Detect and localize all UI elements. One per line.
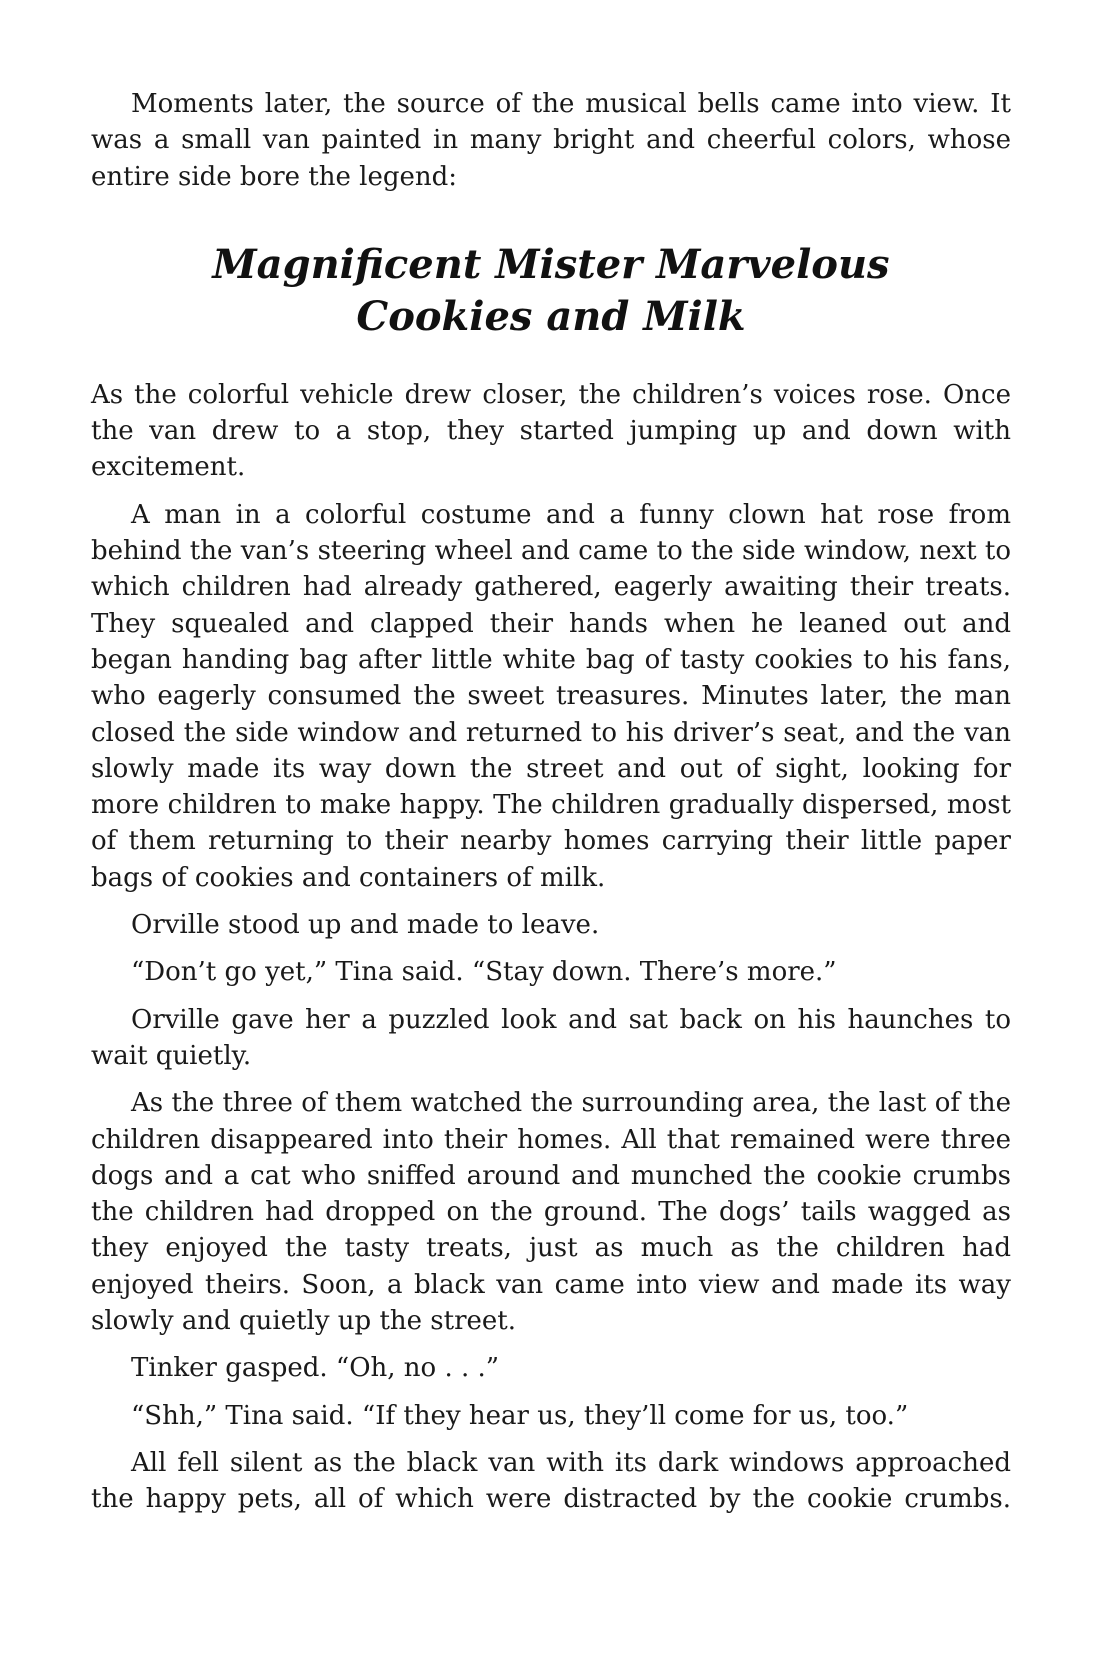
paragraph: Moments later, the source of the musical bells came into view. It was a small van painted in many bright and cheerful colors, whose entire side bore the legend: [91,89,1011,192]
van-legend [91,239,1011,343]
paragraph: Orville gave her a puzzled look and sat back on his haunches to wait quietly. [91,1004,1011,1071]
paragraph: “Don’t go yet,” Tina said. “Stay down. There’s more.” [131,957,837,988]
paragraph: A man in a colorful costume and a funny clown hat rose from behind the van’s steering wheel and came to the side window, next to which children had already gathered, eagerly awaiting their treats. They squealed and clapped their hands when he leaned out and began handing bag after little white bag of tasty cookies to his fans, who eagerly consumed the sweet treasures. Minutes later, the man closed the side window and returned to his driver’s seat, and the van slowly made its way down the street and out of sight, looking for more children to make happy. The children gradually dispersed, most of them returning to their nearby homes carrying their little paper bags of cookies and containers of milk. [91,499,1011,893]
paragraph: As the three of them watched the surrounding area, the last of the children disappeared into their homes. All that remained were three dogs and a cat who sniffed around and munched the cookie crumbs the children had dropped on the ground. The dogs’ tails wagged as they enjoyed the tasty treats, just as much as the children had enjoyed theirs. Soon, a black van came into view and made its way slowly and quietly up the street. [91,1088,1011,1337]
paragraph: Orville stood up and made to leave. [131,910,600,941]
paragraph: As the colorful vehicle drew closer, the children’s voices rose. Once the van drew to a stop, they started jumping up and down with excitement. [91,379,1011,483]
paragraph: “Shh,” Tina said. “If they hear us, they’ll come for us, too.” [131,1400,909,1431]
paragraph: All fell silent as the black van with its dark windows approached the happy pets, all of which were distracted by the cookie crumbs. [91,1447,1011,1515]
legend-line: Cookies and Milk [356,292,746,340]
book-page [91,86,1011,1529]
paragraph: Tinker gasped. “Oh, no . . .” [131,1353,500,1384]
legend-line: Magnificent Mister Marvelous [212,240,890,288]
